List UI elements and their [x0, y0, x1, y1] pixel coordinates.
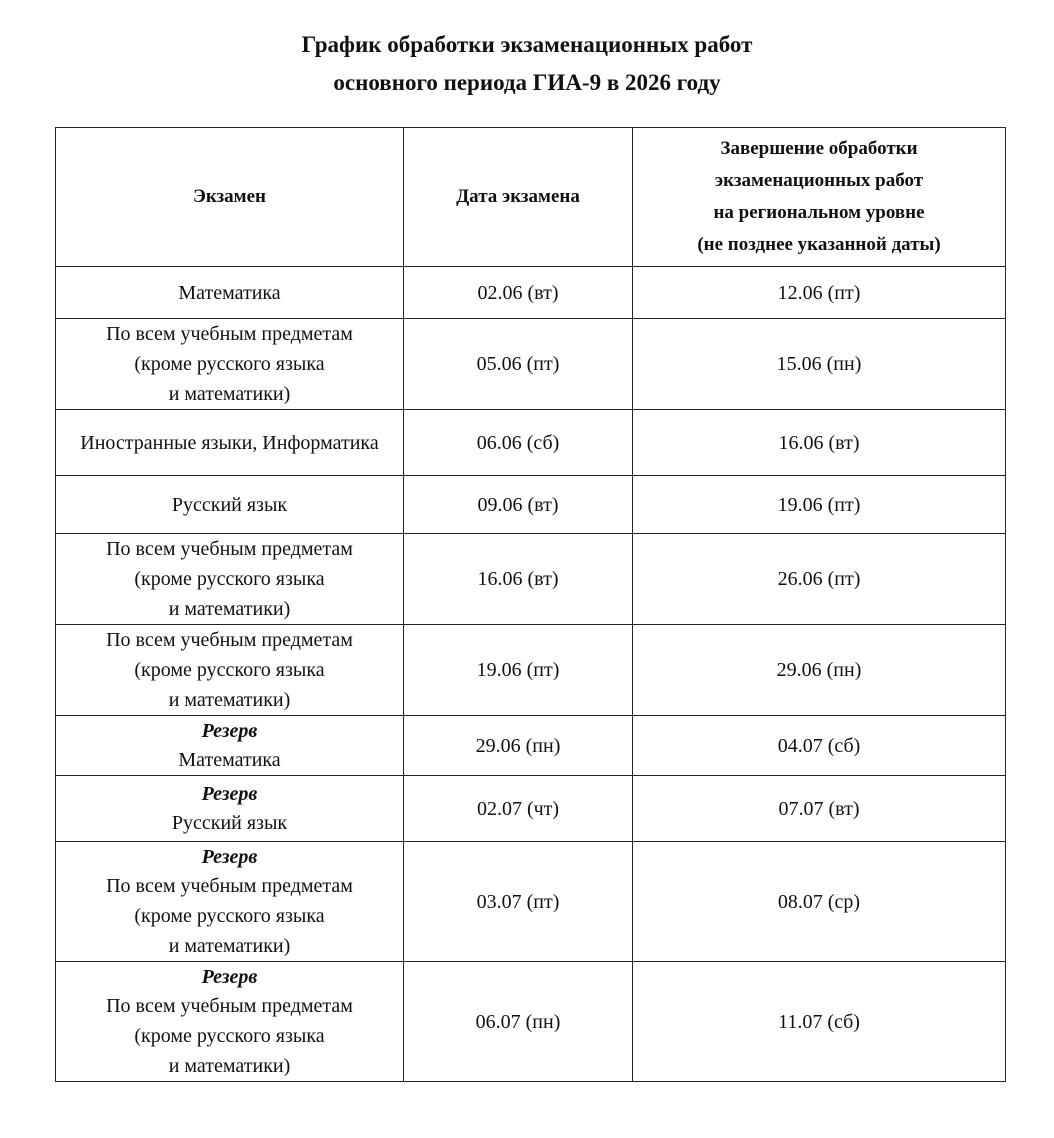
exam-name-line: (кроме русского языка	[134, 353, 325, 375]
table-row	[56, 625, 1006, 716]
header-exam: Экзамен	[56, 128, 404, 267]
cell-exam	[56, 625, 404, 716]
exam-name-line: и математики)	[168, 598, 291, 620]
exam-name-line: (кроме русского языка	[134, 659, 325, 681]
cell-exam-date: 05.06 (пт)	[404, 319, 633, 410]
table-body	[56, 267, 1006, 1082]
exam-name-line: По всем учебным предметам	[106, 323, 353, 345]
cell-exam	[56, 776, 404, 842]
title-line-1: График обработки экзаменационных работ	[301, 32, 753, 57]
cell-exam-date: 16.06 (вт)	[404, 534, 633, 625]
cell-processing-end: 07.07 (вт)	[633, 776, 1006, 842]
cell-exam	[56, 534, 404, 625]
exam-name-line: Русский язык	[171, 493, 288, 516]
exam-name-line: Математика	[178, 281, 281, 304]
header-row	[56, 128, 1006, 267]
table-row	[56, 476, 1006, 534]
reserve-label: Резерв	[201, 845, 258, 868]
exam-name-line: и математики)	[168, 383, 291, 405]
cell-exam-date: 02.06 (вт)	[404, 267, 633, 319]
cell-processing-end: 15.06 (пн)	[633, 319, 1006, 410]
cell-processing-end: 12.06 (пт)	[633, 267, 1006, 319]
cell-processing-end: 08.07 (ср)	[633, 842, 1006, 962]
cell-exam-date: 06.06 (сб)	[404, 410, 633, 476]
exam-name-line: и математики)	[168, 1054, 291, 1077]
cell-exam-date: 02.07 (чт)	[404, 776, 633, 842]
header-end-line: Завершение обработки	[720, 138, 918, 159]
title-line-2: основного периода ГИА-9 в 2026 году	[333, 70, 721, 95]
cell-exam	[56, 410, 404, 476]
cell-exam-date: 03.07 (пт)	[404, 842, 633, 962]
table-row	[56, 267, 1006, 319]
cell-exam-date: 06.07 (пн)	[404, 962, 633, 1082]
exam-name-line: По всем учебным предметам	[106, 874, 353, 897]
exam-name-line: По всем учебным предметам	[106, 629, 353, 651]
header-end	[633, 128, 1006, 267]
table-row	[56, 776, 1006, 842]
reserve-label: Резерв	[201, 782, 258, 805]
exam-name-line: (кроме русского языка	[134, 1024, 325, 1047]
cell-exam	[56, 842, 404, 962]
table-row	[56, 534, 1006, 625]
table-row	[56, 410, 1006, 476]
cell-exam	[56, 319, 404, 410]
header-date: Дата экзамена	[404, 128, 633, 267]
exam-name-line: (кроме русского языка	[134, 904, 325, 927]
cell-processing-end: 11.07 (сб)	[633, 962, 1006, 1082]
exam-name-line: Иностранные языки, Информатика	[80, 431, 379, 454]
cell-processing-end: 04.07 (сб)	[633, 716, 1006, 776]
cell-exam-date: 19.06 (пт)	[404, 625, 633, 716]
reserve-label: Резерв	[201, 965, 258, 988]
header-end-line: экзаменационных работ	[714, 170, 924, 191]
cell-exam	[56, 267, 404, 319]
table-row	[56, 716, 1006, 776]
exam-name-line: Русский язык	[171, 811, 288, 834]
exam-name-line: и математики)	[168, 934, 291, 957]
table-row	[56, 319, 1006, 410]
cell-processing-end: 16.06 (вт)	[633, 410, 1006, 476]
cell-exam	[56, 716, 404, 776]
cell-exam	[56, 476, 404, 534]
reserve-label: Резерв	[201, 719, 258, 742]
page-title	[0, 26, 1054, 102]
cell-processing-end: 26.06 (пт)	[633, 534, 1006, 625]
table-row	[56, 842, 1006, 962]
header-end-line: (не позднее указанной даты)	[697, 234, 941, 255]
exam-name-line: Математика	[178, 748, 281, 771]
cell-processing-end: 29.06 (пн)	[633, 625, 1006, 716]
header-end-line: на региональном уровне	[713, 202, 925, 223]
cell-exam-date: 09.06 (вт)	[404, 476, 633, 534]
cell-processing-end: 19.06 (пт)	[633, 476, 1006, 534]
exam-name-line: и математики)	[168, 689, 291, 711]
exam-name-line: По всем учебным предметам	[106, 994, 353, 1017]
cell-exam-date: 29.06 (пн)	[404, 716, 633, 776]
exam-name-line: (кроме русского языка	[134, 568, 325, 590]
table-row	[56, 962, 1006, 1082]
schedule-table	[55, 127, 1006, 1082]
exam-name-line: По всем учебным предметам	[106, 538, 353, 560]
cell-exam	[56, 962, 404, 1082]
